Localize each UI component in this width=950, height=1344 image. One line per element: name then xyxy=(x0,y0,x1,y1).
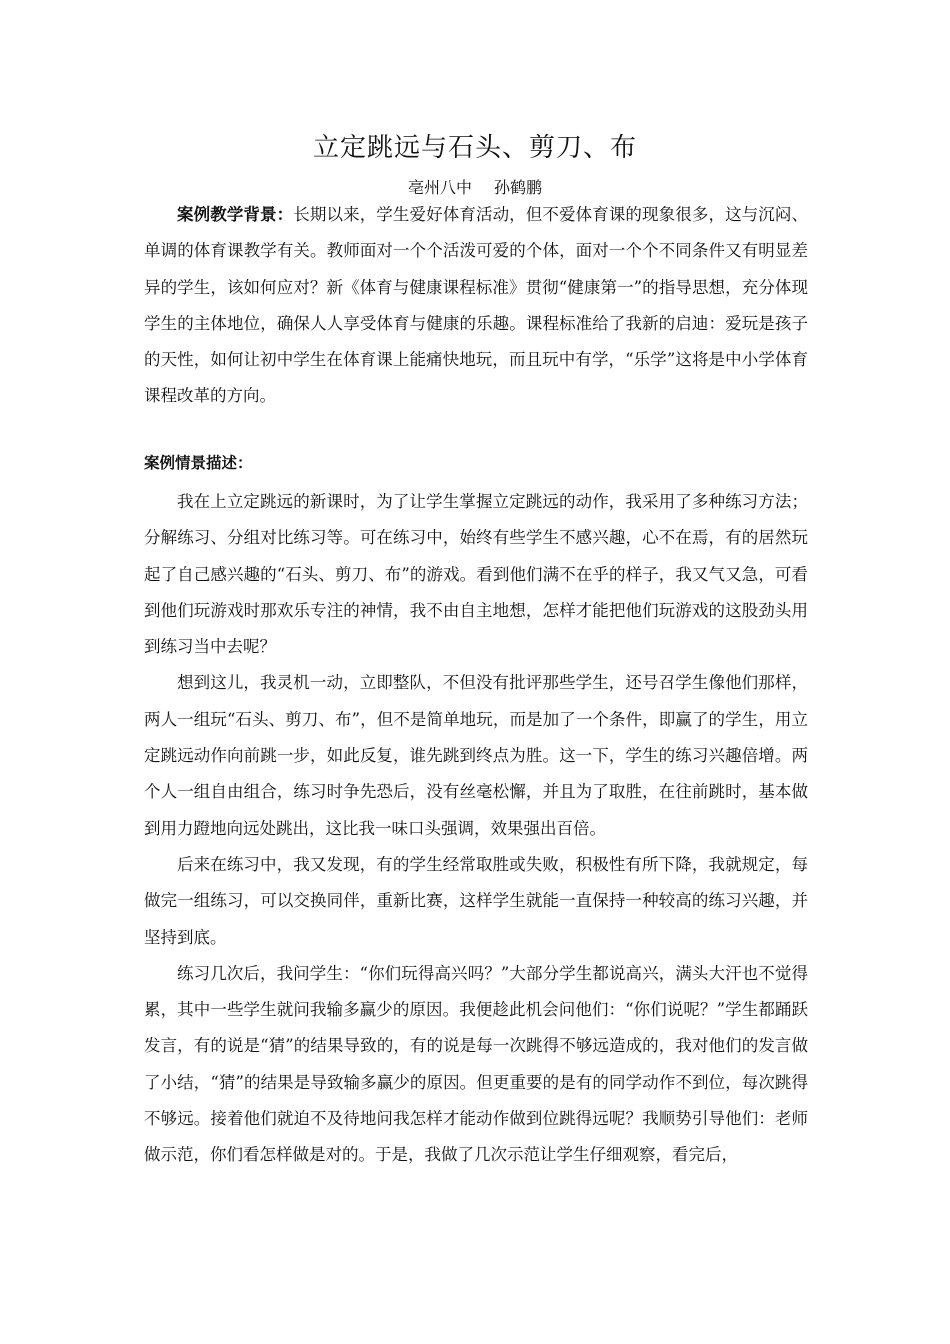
background-paragraph xyxy=(144,197,808,415)
scene-paragraph-4: 练习几次后，我问学生：“你们玩得高兴吗？”大部分学生都说高兴，满头大汗也不觉得累，其中一些学生就问我输多赢少的原因。我便趁此机会问他们：“你们说呢？”学生都踊跃发言，有的说是“猜”的结果导致的，有的说是每一次跳得不够远造成的，我对他们的发言做了小结，“猜”的结果是导致输多赢少的原因。但更重要的是有的同学动作不到位，每次跳得不够远。接着他们就迫不及待地问我怎样才能动作做到位跳得远呢？我顺势引导他们：老师做示范，你们看怎样做是对的。于是，我做了几次示范让学生仔细观察，看完后， xyxy=(144,963,808,1165)
author-school: 亳州八中 xyxy=(407,178,472,197)
scene-paragraph-3: 后来在练习中，我又发现，有的学生经常取胜或失败，积极性有所下降，我就规定，每做完一组练习，可以交换同伴，重新比赛，这样学生就能一直保持一种较高的练习兴趣，并坚持到底。 xyxy=(144,854,808,947)
scene-paragraph-1: 我在上立定跳远的新课时，为了让学生掌握立定跳远的动作，我采用了多种练习方法；分解练习、分组对比练习等。可在练习中，始终有些学生不感兴趣，心不在焉，有的居然玩起了自己感兴趣的“石头、剪刀、布”的游戏。看到他们满不在乎的样子，我又气又急，可看到他们玩游戏时那欢乐专注的神情，我不由自主地想，怎样才能把他们玩游戏的这股劲头用到练习当中去呢？ xyxy=(144,492,808,657)
author-line xyxy=(0,177,950,199)
scene-paragraph-2: 想到这儿，我灵机一动，立即整队，不但没有批评那些学生，还号召学生像他们那样，两人一组玩“石头、剪刀、布”，但不是简单地玩，而是加了一个条件，即赢了的学生，用立定跳远动作向前跳一步，如此反复，谁先跳到终点为胜。这一下，学生的练习兴趣倍增。两个人一组自由组合，练习时争先恐后，没有丝毫松懈，并且为了取胜，在往前跳时，基本做到用力蹬地向远处跳出，这比我一味口头强调，效果强出百倍。 xyxy=(144,673,808,838)
background-section xyxy=(144,197,808,415)
scene-section xyxy=(144,484,808,1174)
scene-heading: 案例情景描述： xyxy=(144,454,253,472)
background-label: 案例教学背景： xyxy=(177,205,294,224)
author-name: 孙鹤鹏 xyxy=(494,178,543,197)
background-text: 长期以来，学生爱好体育活动，但不爱体育课的现象很多，这与沉闷、单调的体育课教学有关。教师面对一个个活泼可爱的个体，面对一个个不同条件又有明显差异的学生，该如何应对？新《体育与健康课程标准》贯彻“健康第一”的指导思想，充分体现学生的主体地位，确保人人享受体育与健康的乐趣。课程标准给了我新的启迪：爱玩是孩子的天性，如何让初中学生在体育课上能痛快地玩，而且玩中有学，“乐学”这将是中小学体育课程改革的方向。 xyxy=(144,205,809,406)
document-title: 立定跳远与石头、剪刀、布 xyxy=(312,133,637,163)
